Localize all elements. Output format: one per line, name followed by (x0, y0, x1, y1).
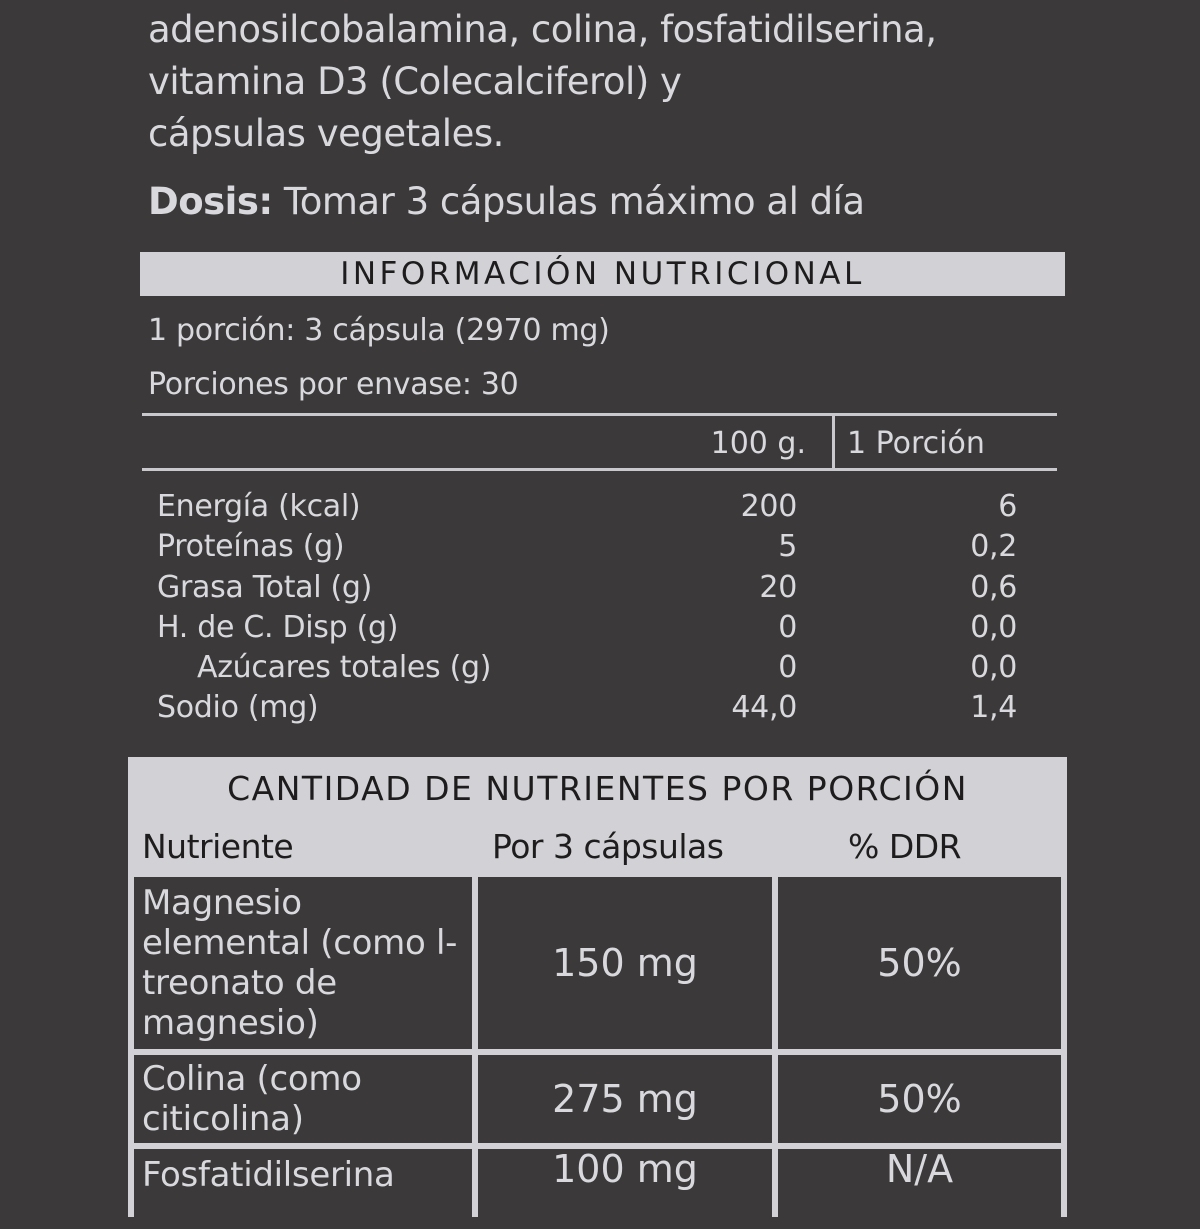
nutrition-info-title: INFORMACIÓN NUTRICIONAL (340, 256, 865, 292)
nutrition-row-label: Energía (kcal) (157, 489, 361, 524)
nutrient-name-cell (134, 877, 472, 1049)
nutrient-name: Magnesio elemental (como l-treonato de magnesio) (142, 883, 458, 1043)
nutrition-row-per-serving: 6 (998, 489, 1017, 524)
ingredients-line-3: cápsulas vegetales. (148, 112, 504, 155)
column-divider (832, 413, 835, 471)
nutrition-row-label: Grasa Total (g) (157, 570, 373, 605)
dose-label: Dosis: (148, 180, 273, 223)
nutrient-amount: 100 mg (552, 1147, 698, 1191)
table-top-rule (142, 413, 1057, 416)
nutrients-header-ddr: % DDR (848, 827, 962, 866)
dose-line (148, 176, 865, 228)
nutrient-name-cell (134, 1149, 472, 1229)
table-header-rule (142, 468, 1057, 471)
nutrient-ddr-cell (778, 1055, 1061, 1143)
nutrition-info-title-bar (140, 252, 1065, 296)
ingredients-line-2: vitamina D3 (Colecalciferol) y (148, 60, 682, 103)
nutrient-ddr-cell (778, 1149, 1061, 1229)
dose-text: Tomar 3 cápsulas máximo al día (272, 180, 865, 223)
column-header-100g: 100 g. (710, 426, 806, 461)
nutrition-row-per-100g: 200 (740, 489, 797, 524)
nutrient-amount: 150 mg (552, 941, 698, 985)
servings-per-container: Porciones por envase: 30 (148, 367, 519, 402)
ingredients-line-1: adenosilcobalamina, colina, fosfatidilserina, (148, 8, 937, 51)
nutrition-row-per-serving: 1,4 (970, 690, 1017, 725)
nutrient-amount-cell (478, 1055, 772, 1143)
nutrition-row (157, 568, 1017, 608)
nutrition-row-per-serving: 0,0 (970, 610, 1017, 645)
nutrition-row-per-serving: 0,6 (970, 570, 1017, 605)
serving-size: 1 porción: 3 cápsula (2970 mg) (148, 313, 610, 348)
nutrition-row-label: Proteínas (g) (157, 529, 345, 564)
nutrient-ddr: N/A (885, 1147, 954, 1191)
nutrition-row-label: H. de C. Disp (g) (157, 610, 399, 645)
nutrients-header-amount: Por 3 cápsulas (492, 827, 724, 866)
nutrition-row-per-serving: 0,2 (970, 529, 1017, 564)
nutrition-row-per-serving: 0,0 (970, 650, 1017, 685)
nutrient-ddr: 50% (877, 1077, 962, 1121)
nutrition-row-label: Azúcares totales (g) (197, 650, 492, 685)
nutrition-row (157, 487, 1017, 527)
column-header-1-portion: 1 Porción (847, 426, 985, 461)
nutrition-row (157, 648, 1017, 688)
nutrition-row-per-100g: 44,0 (731, 690, 797, 725)
nutrient-amount: 275 mg (552, 1077, 698, 1121)
nutrition-row (157, 608, 1017, 648)
nutrition-row-label: Sodio (mg) (157, 690, 319, 725)
nutrients-header-nutrient: Nutriente (142, 827, 294, 866)
nutrition-row-per-100g: 0 (778, 650, 797, 685)
nutrient-ddr-cell (778, 877, 1061, 1049)
nutrient-name-cell (134, 1055, 472, 1143)
nutrients-table-title: CANTIDAD DE NUTRIENTES POR PORCIÓN (227, 768, 968, 808)
nutrient-name: Colina (como citicolina) (142, 1059, 362, 1139)
nutrition-row-per-100g: 0 (778, 610, 797, 645)
nutrient-amount-cell (478, 1149, 772, 1229)
nutrient-ddr: 50% (877, 941, 962, 985)
nutrient-name: Fosfatidilserina (142, 1155, 395, 1195)
nutrition-row-per-100g: 20 (759, 570, 797, 605)
nutrition-row-per-100g: 5 (778, 529, 797, 564)
nutrition-row (157, 527, 1017, 567)
nutrition-row (157, 688, 1017, 728)
nutrients-per-serving-table (128, 757, 1067, 1217)
nutrient-amount-cell (478, 877, 772, 1049)
